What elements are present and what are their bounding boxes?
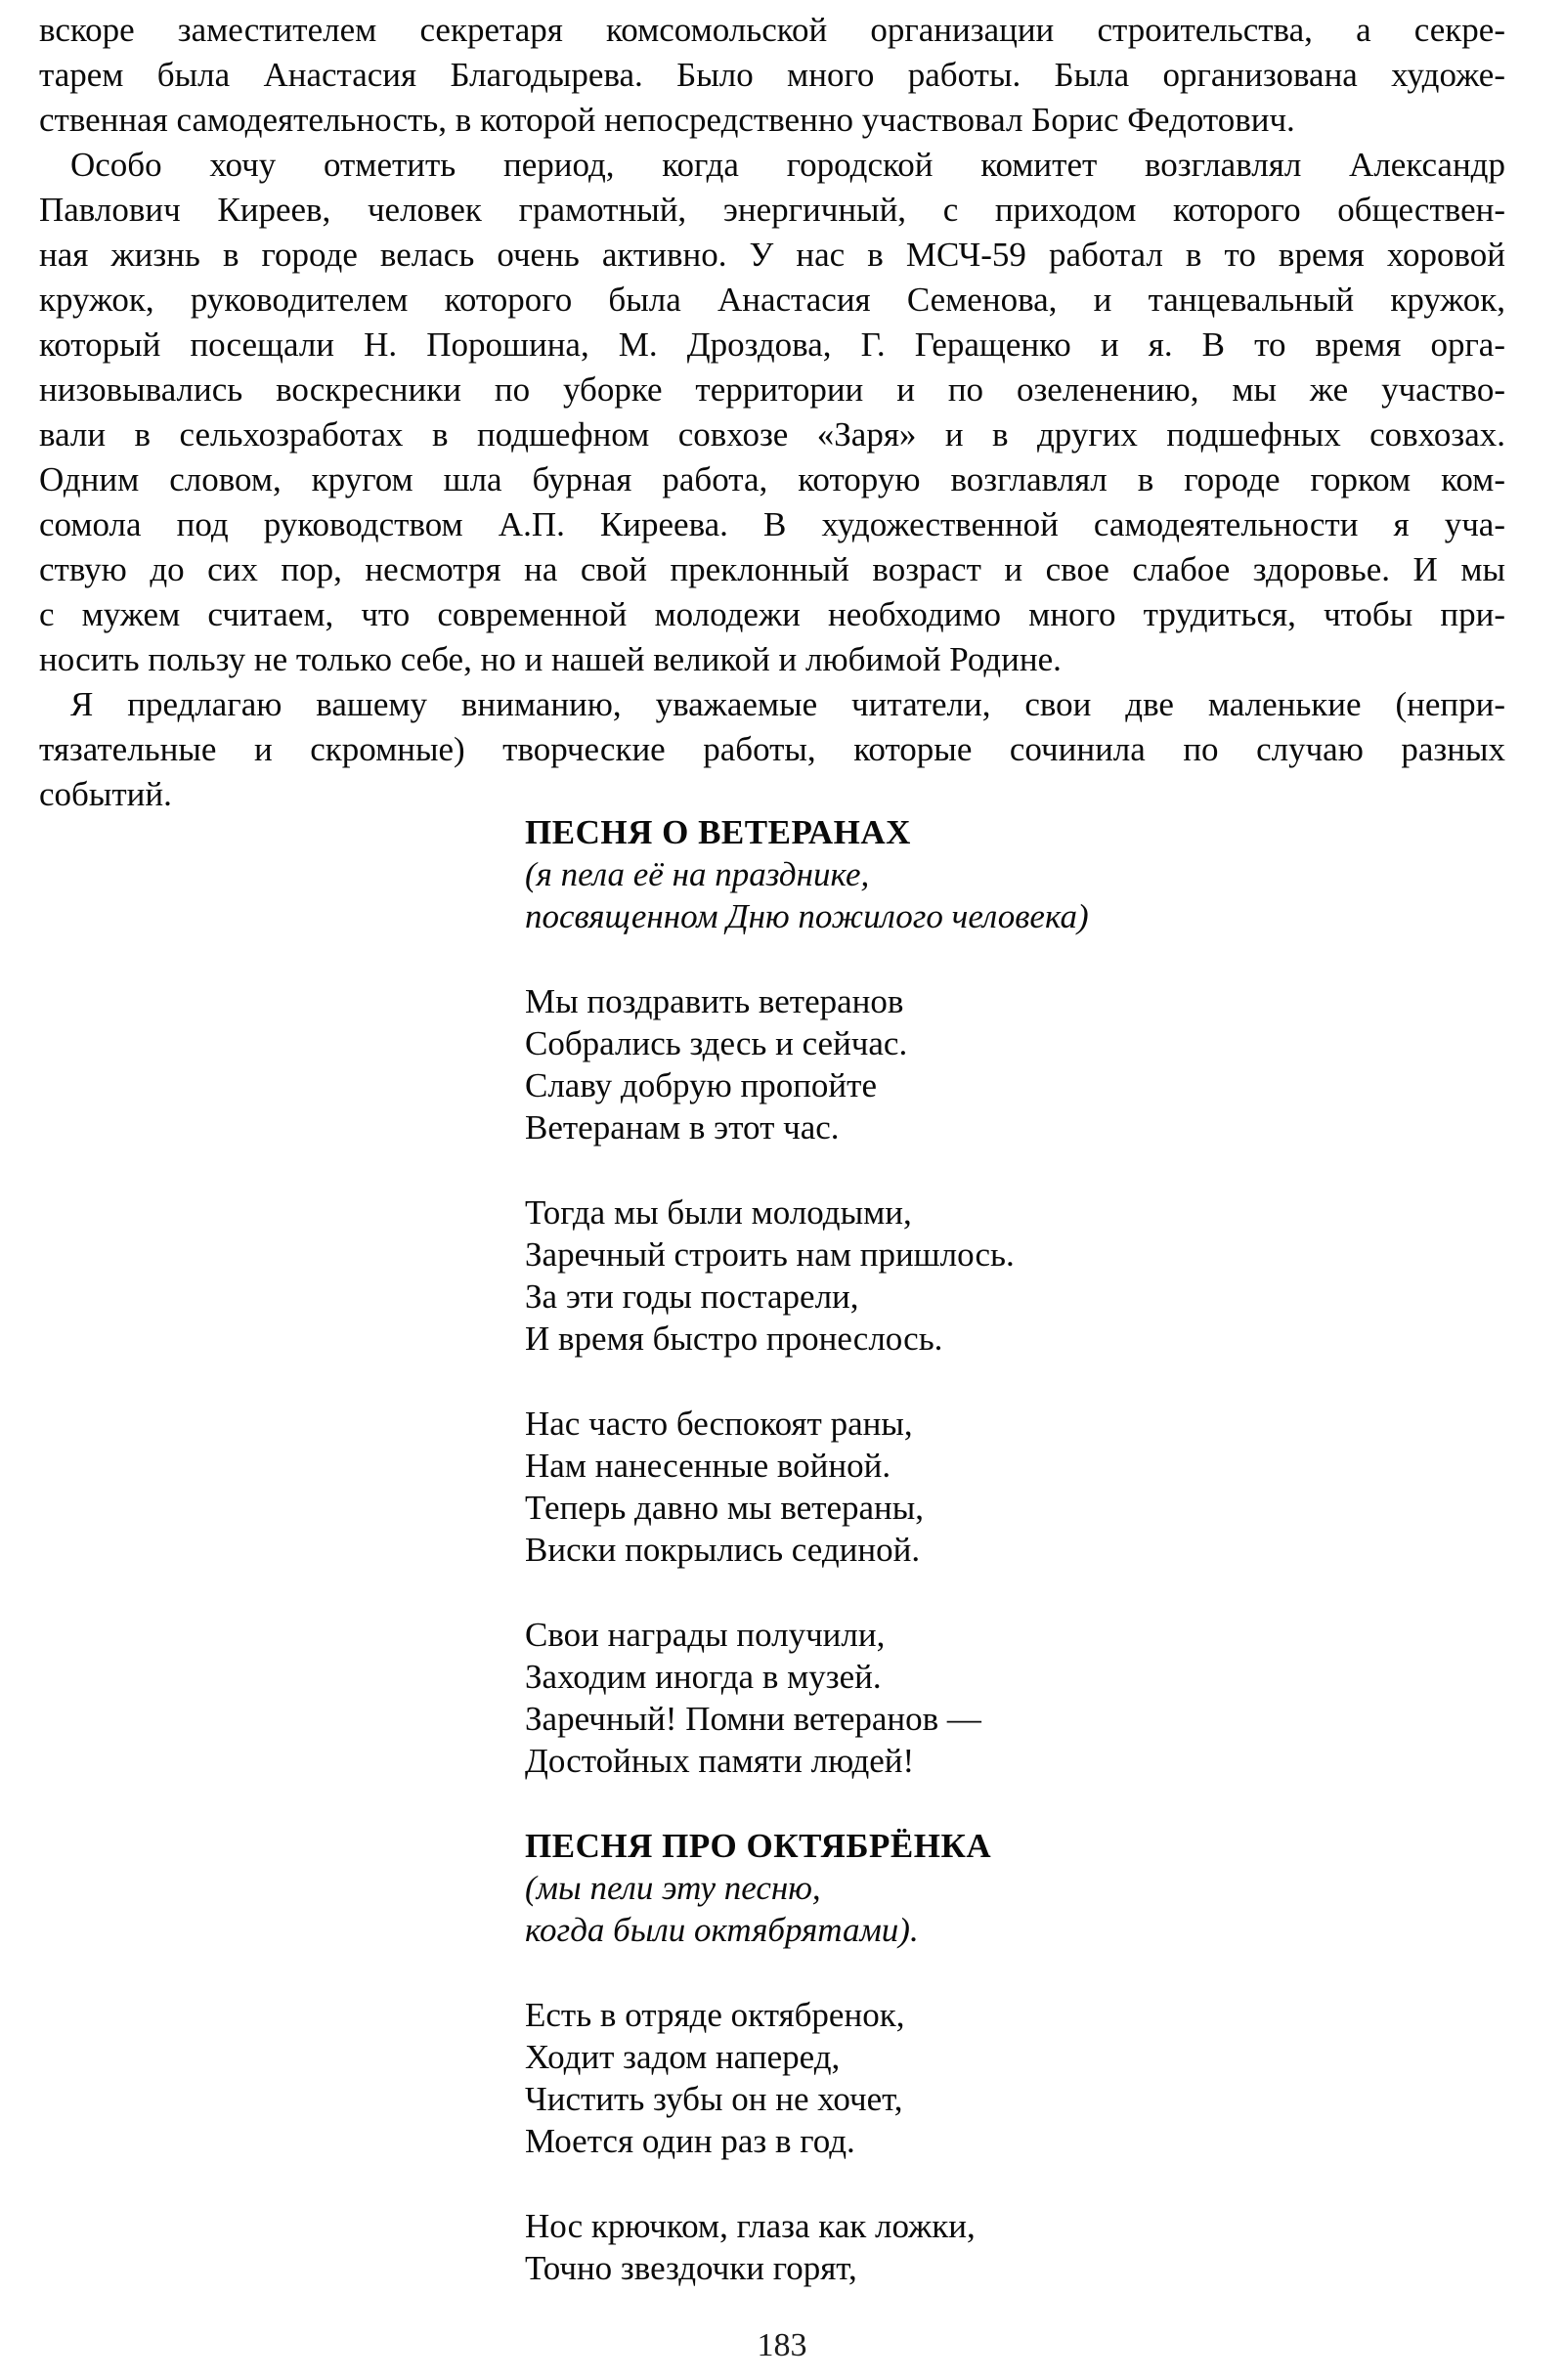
poem-line: Славу добрую пропойте (525, 1066, 877, 1104)
text-line: ствую до сих пор, несмотря на свой преклонный возраст и свое слабое здоровье. И мы (39, 550, 1505, 588)
text-line: Одним словом, кругом шла бурная работа, которую возглавлял в городе горком ком- (39, 460, 1505, 498)
poem-subtitle-line: (я пела её на празднике, (525, 855, 870, 893)
poem-line: Есть в отряде октябренок, (525, 1996, 905, 2034)
stanza (525, 1994, 1405, 2162)
poem-line: Собрались здесь и сейчас. (525, 1024, 908, 1062)
poem-line: И время быстро пронеслось. (525, 1320, 943, 1358)
paragraph (39, 143, 1505, 682)
poem-subtitle-line: посвященном Дню пожилого человека) (525, 897, 1089, 935)
poem-line: Точно звездочки горят, (525, 2249, 857, 2287)
body-text (39, 8, 1505, 817)
poem-line: Виски покрылись сединой. (525, 1531, 921, 1569)
stanza (525, 980, 1405, 1148)
text-line: низовывались воскресники по уборке территории и по озеленению, мы же участво- (39, 370, 1505, 409)
poem-line: Моется один раз в год. (525, 2122, 855, 2160)
paragraph (39, 8, 1505, 143)
poem-line: Нам нанесенные войной. (525, 1447, 891, 1485)
poem-line: Заречный строить нам пришлось. (525, 1235, 1015, 1274)
poem-line: Свои награды получили, (525, 1616, 886, 1654)
poem-line: Ветеранам в этот час. (525, 1108, 840, 1147)
poem-line: Заходим иногда в музей. (525, 1658, 882, 1696)
text-line: вали в сельхозработах в подшефном совхозе «Заря» и в других подшефных совхозах. (39, 415, 1505, 454)
poem (525, 811, 1405, 1782)
poem-subtitle-line: когда были октябрятами). (525, 1911, 919, 1949)
page-number: 183 (757, 2327, 807, 2363)
text-line: который посещали Н. Порошина, М. Дроздова, Г. Геращенко и я. В то время орга- (39, 325, 1505, 364)
poem-line: Заречный! Помни ветеранов — (525, 1700, 981, 1738)
text-line: Павлович Киреев, человек грамотный, энергичный, с приходом которого обществен- (39, 191, 1505, 229)
poem-line: Тогда мы были молодыми, (525, 1193, 912, 1232)
text-line: событий. (39, 775, 172, 813)
stanza (525, 1403, 1405, 1571)
text-line: тязательные и скромные) творческие работы, которые сочинила по случаю разных (39, 730, 1505, 768)
stanza (525, 2205, 1405, 2289)
poem-line: Чистить зубы он не хочет, (525, 2080, 903, 2118)
text-line: вскоре заместителем секретаря комсомольской организации строительства, а секре- (39, 11, 1505, 49)
poem-line: Достойных памяти людей! (525, 1742, 915, 1780)
poem-line: Нос крючком, глаза как ложки, (525, 2207, 976, 2245)
poems-section (525, 811, 1405, 2289)
poem-line: Теперь давно мы ветераны, (525, 1489, 925, 1527)
text-line: с мужем считаем, что современной молодежи необходимо много трудиться, чтобы при- (39, 595, 1505, 633)
text-line: ная жизнь в городе велась очень активно. У нас в МСЧ-59 работал в то время хоровой (39, 236, 1505, 274)
poem-line: За эти годы постарели, (525, 1277, 859, 1316)
text-line: Особо хочу отметить период, когда городской комитет возглавлял Александр (70, 146, 1505, 184)
text-line: носить пользу не только себе, но и нашей великой и любимой Родине. (39, 640, 1062, 678)
poem-title: ПЕСНЯ О ВЕТЕРАНАХ (525, 813, 911, 851)
text-line: ственная самодеятельность, в которой непосредственно участвовал Борис Федотович. (39, 101, 1295, 139)
stanza (525, 1191, 1405, 1360)
poem-line: Нас часто беспокоят раны, (525, 1405, 913, 1443)
poem-line: Мы поздравить ветеранов (525, 982, 904, 1020)
text-line: Я предлагаю вашему вниманию, уважаемые читатели, свои две маленькие (непри- (70, 685, 1505, 723)
paragraph (39, 682, 1505, 817)
poem-subtitle-line: (мы пели эту песню, (525, 1869, 821, 1907)
stanza (525, 1614, 1405, 1782)
text-line: тарем была Анастасия Благодырева. Было много работы. Была организована художе- (39, 56, 1505, 94)
text-line: сомола под руководством А.П. Киреева. В художественной самодеятельности я уча- (39, 505, 1505, 543)
poem-title: ПЕСНЯ ПРО ОКТЯБРЁНКА (525, 1827, 992, 1865)
poem (525, 1825, 1405, 2289)
text-line: кружок, руководителем которого была Анастасия Семенова, и танцевальный кружок, (39, 281, 1505, 319)
poem-line: Ходит задом наперед, (525, 2038, 841, 2076)
